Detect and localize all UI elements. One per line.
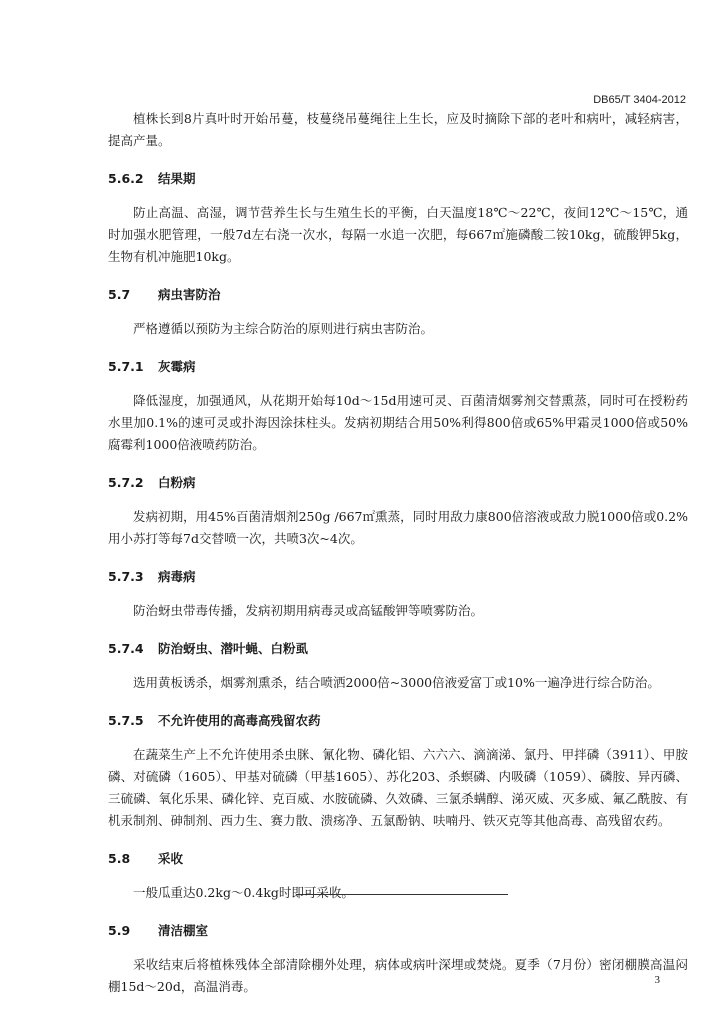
section-heading bbox=[108, 568, 688, 586]
body-paragraph: 选用黄板诱杀，烟雾剂熏杀，结合喷洒2000倍~3000倍液爱富丁或10%一遍净进行综合防治。 bbox=[133, 675, 660, 690]
document-body bbox=[108, 108, 688, 1016]
section-title: 病毒病 bbox=[158, 569, 196, 584]
section-title: 防治蚜虫、潜叶蝇、白粉虱 bbox=[158, 641, 309, 656]
section-title: 白粉病 bbox=[158, 475, 196, 490]
end-divider bbox=[296, 894, 508, 895]
body-paragraph: 严格遵循以预防为主综合防治的原则进行病虫害防治。 bbox=[133, 321, 434, 336]
section-heading bbox=[108, 850, 688, 868]
section-number: 5.7.4 bbox=[108, 641, 144, 656]
section-title: 清洁棚室 bbox=[158, 923, 209, 938]
section-title: 病虫害防治 bbox=[158, 287, 221, 302]
section-heading bbox=[108, 474, 688, 492]
section-heading bbox=[108, 358, 688, 376]
section-title: 灰霉病 bbox=[158, 359, 196, 374]
body-paragraph: 防止高温、高湿，调节营养生长与生殖生长的平衡，白天温度18℃～22℃，夜间12℃～15℃，通时加强水肥管理，一般7d左右浇一次水，每隔一水追一次肥，每667㎡施磷酸二铵10kg，硫酸钾5kg，生物有机冲施肥10kg。 bbox=[108, 205, 688, 264]
section-number: 5.6.2 bbox=[108, 171, 144, 186]
section-heading bbox=[108, 712, 688, 730]
section-number: 5.7 bbox=[108, 287, 131, 302]
section-title: 采收 bbox=[158, 851, 184, 866]
section-heading bbox=[108, 170, 688, 188]
body-paragraph: 在蔬菜生产上不允许使用杀虫脒、氰化物、磷化铝、六六六、滴滴涕、氯丹、甲拌磷（3911）、甲胺磷、对硫磷（1605）、甲基对硫磷（甲基1605）、苏化203、杀螟磷、内吸磷（1059）、磷胺、异丙磷、三硫磷、氧化乐果、磷化锌、克百威、水胺硫磷、久效磷、三氯杀螨醇、涕灭威、灭多威、氟乙酰胺、有机汞制剂、砷制剂、西力生、赛力散、溃疡净、五氯酚钠、呋喃丹、铁灭克等其他高毒、高残留农药。 bbox=[108, 747, 688, 828]
body-paragraph: 降低湿度，加强通风，从花期开始每10d～15d用速可灵、百菌清烟雾剂交替熏蒸，同时可在授粉药水里加0.1%的速可灵或扑海因涂抹柱头。发病初期结合用50%利得800倍或65%甲霜灵1000倍或50%腐霉利1000倍液喷药防治。 bbox=[108, 393, 688, 452]
section-heading bbox=[108, 640, 688, 658]
section-number: 5.8 bbox=[108, 851, 131, 866]
body-paragraph: 植株长到8片真叶时开始吊蔓，枝蔓绕吊蔓绳往上生长，应及时摘除下部的老叶和病叶，减轻病害，提高产量。 bbox=[108, 111, 688, 148]
section-number: 5.7.3 bbox=[108, 569, 144, 584]
section-number: 5.7.5 bbox=[108, 713, 144, 728]
body-paragraph: 采收结束后将植株残体全部清除棚外处理，病体或病叶深埋或焚烧。夏季（7月份）密闭棚膜高温闷棚15d～20d，高温消毒。 bbox=[108, 957, 688, 994]
document-code: DB65/T 3404-2012 bbox=[593, 94, 686, 106]
section-number: 5.9 bbox=[108, 923, 131, 938]
section-number: 5.7.1 bbox=[108, 359, 144, 374]
body-paragraph: 一般瓜重达0.2kg～0.4kg时即可采收。 bbox=[133, 885, 354, 900]
page-number: 3 bbox=[654, 974, 660, 986]
section-heading bbox=[108, 922, 688, 940]
section-title: 不允许使用的高毒高残留农药 bbox=[158, 713, 321, 728]
body-paragraph: 发病初期，用45%百菌清烟剂250g /667㎡熏蒸，同时用敌力康800倍溶液或敌力脱1000倍或0.2%用小苏打等每7d交替喷一次，共喷3次~4次。 bbox=[108, 509, 688, 546]
body-paragraph: 防治蚜虫带毒传播，发病初期用病毒灵或高锰酸钾等喷雾防治。 bbox=[133, 603, 484, 618]
section-number: 5.7.2 bbox=[108, 475, 144, 490]
section-heading bbox=[108, 286, 688, 304]
section-title: 结果期 bbox=[158, 171, 196, 186]
